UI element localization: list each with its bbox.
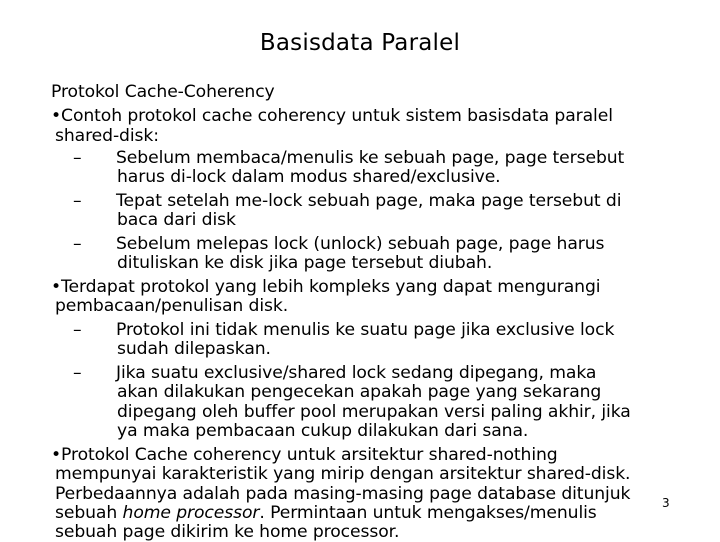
text-line: sudah dilepaskan. bbox=[117, 339, 271, 359]
text-line-with-emphasis bbox=[55, 503, 597, 523]
dash-marker: – bbox=[73, 148, 82, 168]
dash-marker: – bbox=[73, 191, 82, 211]
sub-bullet-line: Sebelum membaca/menulis ke sebuah page, page tersebut bbox=[116, 148, 625, 168]
text-line: dituliskan ke disk jika page tersebut diubah. bbox=[117, 253, 493, 273]
page-number: 3 bbox=[662, 496, 670, 510]
sub-bullet-line: Protokol ini tidak menulis ke suatu page jika exclusive lock bbox=[116, 320, 615, 340]
slide-title: Basisdata Paralel bbox=[259, 30, 461, 56]
text-line: dipegang oleh buffer pool merupakan versi paling akhir, jika bbox=[117, 402, 631, 422]
sub-bullet-line: Jika suatu exclusive/shared lock sedang dipegang, maka bbox=[116, 363, 597, 383]
dash-marker: – bbox=[73, 320, 82, 340]
text-line: ya maka pembacaan cukup dilakukan dari sana. bbox=[117, 421, 529, 441]
dash-marker: – bbox=[73, 363, 82, 383]
text-segment: sebuah bbox=[55, 503, 118, 523]
sub-bullet-line: Tepat setelah me-lock sebuah page, maka page tersebut di bbox=[116, 191, 622, 211]
text-segment: . Permintaan untuk mengakses/menulis bbox=[259, 503, 597, 523]
text-line: mempunyai karakteristik yang mirip dengan arsitektur shared-disk. bbox=[55, 464, 631, 484]
text-line: baca dari disk bbox=[117, 210, 236, 230]
heading-line: Protokol Cache-Coherency bbox=[51, 82, 275, 102]
bullet-line: •Contoh protokol cache coherency untuk sistem basisdata paralel bbox=[51, 106, 613, 126]
text-line: pembacaan/penulisan disk. bbox=[55, 296, 289, 316]
text-line: harus di-lock dalam modus shared/exclusive. bbox=[117, 167, 501, 187]
text-line: akan dilakukan pengecekan apakah page yang sekarang bbox=[117, 382, 602, 402]
sub-bullet-line: Sebelum melepas lock (unlock) sebuah page, page harus bbox=[116, 234, 605, 254]
bullet-line: •Protokol Cache coherency untuk arsitektur shared-nothing bbox=[51, 445, 558, 465]
emphasized-term: home processor bbox=[122, 503, 260, 523]
bullet-line: •Terdapat protokol yang lebih kompleks yang dapat mengurangi bbox=[51, 277, 601, 297]
dash-marker: – bbox=[73, 234, 82, 254]
text-line: Perbedaannya adalah pada masing-masing page database ditunjuk bbox=[55, 484, 631, 504]
text-line: sebuah page dikirim ke home processor. bbox=[55, 522, 400, 542]
text-line: shared-disk: bbox=[55, 126, 159, 146]
